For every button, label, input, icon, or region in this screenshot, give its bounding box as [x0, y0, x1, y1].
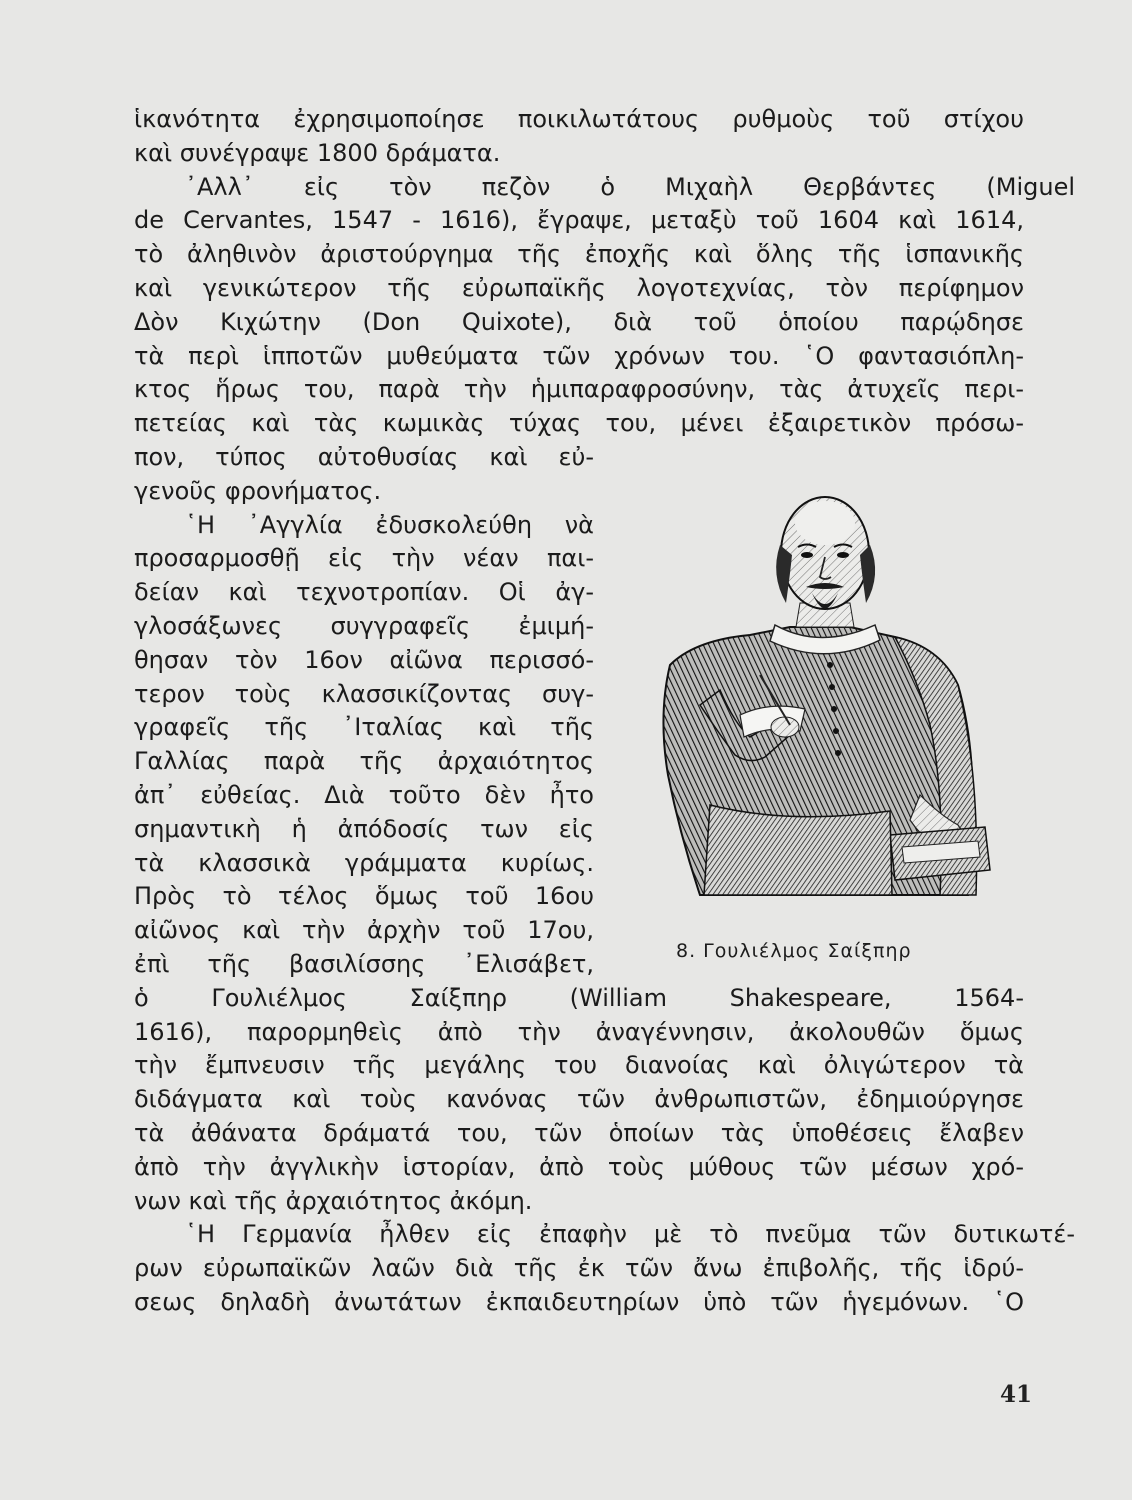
text-line: σημαντικὴ ἡ ἀπόδοσίς των εἰς — [134, 814, 594, 843]
text-line: τὰ κλασσικὰ γράμματα κυρίως. — [134, 848, 594, 877]
text-line: προσαρμοσθῇ εἰς τὴν νέαν παι- — [134, 544, 594, 573]
text-line: γλοσάξωνες συγγραφεῖς ἐμιμή- — [134, 611, 594, 640]
text-line: τὴν ἔμπνευσιν τῆς μεγάλης του διανοίας καὶ ὀλιγώτερον τὰ — [134, 1051, 1024, 1080]
text-line: γραφεῖς τῆς ᾿Ιταλίας καὶ τῆς — [134, 713, 594, 742]
text-line: διδάγματα καὶ τοὺς κανόνας τῶν ἀνθρωπιστῶν, ἐδημιούργησε — [134, 1085, 1024, 1114]
text-line: τερον τοὺς κλασσικίζοντας συγ- — [134, 679, 594, 708]
text-line: Δὸν Κιχώτην (Don Quixote), διὰ τοῦ ὁποίου παρῴδησε — [134, 307, 1024, 336]
figure-caption: 8. Γουλιέλμος Σαίξπηρ — [676, 940, 912, 962]
text-line: καὶ γενικώτερον τῆς εὐρωπαϊκῆς λογοτεχνίας, τὸν περίφημον — [134, 273, 1024, 302]
text-line: θησαν τὸν 16ον αἰῶνα περισσό- — [134, 645, 594, 674]
text-line: γενοῦς φρονήματος. — [134, 476, 382, 505]
text-line: Πρὸς τὸ τέλος ὅμως τοῦ 16ου — [134, 882, 594, 911]
text-line: τὰ περὶ ἱπποτῶν μυθεύματα τῶν χρόνων του. ῾Ο φαντασιόπλη- — [134, 341, 1024, 370]
text-line: ἐπὶ τῆς βασιλίσσης ᾿Ελισάβετ, — [134, 949, 594, 978]
text-line: πετείας καὶ τὰς κωμικὰς τύχας του, μένει ἐξαιρετικὸν πρόσω- — [134, 409, 1024, 438]
text-line: ἀπὸ τὴν ἀγγλικὴν ἱστορίαν, ἀπὸ τοὺς μύθους τῶν μέσων χρό- — [134, 1152, 1024, 1181]
text-line: τὸ ἀληθινὸν ἀριστούργημα τῆς ἐποχῆς καὶ ὅλης τῆς ἱσπανικῆς — [134, 240, 1024, 269]
text-line: ῾Η ᾿Αγγλία ἐδυσκολεύθη νὰ — [185, 510, 594, 539]
text-line: δείαν καὶ τεχνοτροπίαν. Οἱ ἀγ- — [134, 578, 594, 607]
text-line: de Cervantes, 1547 - 1616), ἔγραψε, μεταξὺ τοῦ 1604 καὶ 1614, — [134, 206, 1024, 235]
text-line: ἱκανότητα ἐχρησιμοποίησε ποικιλωτάτους ρυθμοὺς τοῦ στίχου — [134, 105, 1024, 133]
page-number: 41 — [999, 1381, 1032, 1408]
text-line: ἀπ᾿ εὐθείας. Διὰ τοῦτο δὲν ἦτο — [134, 780, 594, 809]
text-line: νων καὶ τῆς ἀρχαιότητος ἀκόμη. — [134, 1186, 533, 1215]
shakespeare-portrait — [640, 475, 1010, 925]
text-line: κτος ἥρως του, παρὰ τὴν ἡμιπαραφροσύνην, τὰς ἀτυχεῖς περι- — [134, 375, 1024, 404]
text-line: πον, τύπος αὐτοθυσίας καὶ εὐ- — [134, 442, 594, 471]
text-line: ῾Η Γερμανία ἦλθεν εἰς ἐπαφὴν μὲ τὸ πνεῦμα τῶν δυτικωτέ- — [185, 1220, 1075, 1249]
text-line: ᾿Αλλ᾿ εἰς τὸν πεζὸν ὁ Μιχαὴλ Θερβάντες (Miguel — [185, 172, 1075, 201]
text-line: καὶ συνέγραψε 1800 δράματα. — [134, 138, 501, 167]
text-line: 1616), παρορμηθεὶς ἀπὸ τὴν ἀναγέννησιν, ἀκολουθῶν ὅμως — [134, 1017, 1024, 1046]
text-line: αἰῶνος καὶ τὴν ἀρχὴν τοῦ 17ου, — [134, 916, 594, 945]
text-line: τὰ ἀθάνατα δράματά του, τῶν ὁποίων τὰς ὑποθέσεις ἔλαβεν — [134, 1118, 1024, 1147]
text-line: Γαλλίας παρὰ τῆς ἀρχαιότητος — [134, 747, 594, 776]
portrait-illustration — [640, 475, 1010, 925]
text-line: ὁ Γουλιέλμος Σαίξπηρ (William Shakespeare, 1564- — [134, 983, 1024, 1012]
text-line: ρων εὐρωπαϊκῶν λαῶν διὰ τῆς ἐκ τῶν ἄνω ἐπιβολῆς, τῆς ἱδρύ- — [134, 1254, 1024, 1283]
text-line: σεως δηλαδὴ ἀνωτάτων ἐκπαιδευτηρίων ὑπὸ τῶν ἡγεμόνων. ῾Ο — [134, 1287, 1024, 1316]
